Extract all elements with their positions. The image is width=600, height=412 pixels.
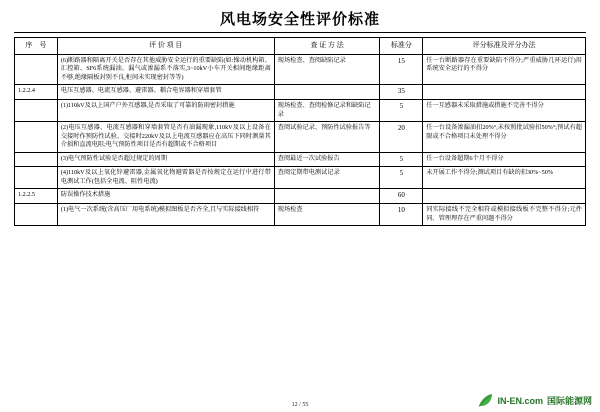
table-row (15, 152, 586, 167)
row-criteria: 未开展工作不得分;测试项目有缺的扣30%~50% (423, 167, 586, 189)
row-score: 20 (380, 122, 423, 153)
page-footer: 12 / 55 (291, 402, 309, 408)
row-no (15, 54, 58, 85)
table-row (15, 122, 586, 153)
column-header-no: 序 号 (15, 38, 58, 55)
watermark-text-en: IN-EN.com (497, 396, 543, 406)
row-item: (2)电压互感器、电流互感器和穿墙套管是否有油漏现象,110kV及以上设备在交接时作预防性试验、交接时220kV及以上电流互感器应在高压下同时测量其介损和直流电阻;电气预防性项目是否有超期或不合格项目 (57, 122, 274, 153)
column-header-method: 查 证 方 法 (274, 38, 380, 55)
table-row (15, 167, 586, 189)
row-no: 1.2.2.5 (15, 189, 58, 204)
row-criteria: 任一台设备超期6个月不得分 (423, 152, 586, 167)
row-score: 35 (380, 85, 423, 100)
row-score: 10 (380, 204, 423, 226)
watermark-text-cn: 国际能源网 (546, 396, 592, 406)
column-header-criteria: 评分标准及评分办法 (423, 38, 586, 55)
row-no (15, 204, 58, 226)
row-score: 5 (380, 167, 423, 189)
page-title: 风电场安全性评价标准 (219, 12, 380, 28)
row-score: 5 (380, 99, 423, 121)
row-item: (6)断路器和隔离开关是否存在其他威胁安全运行的重要缺陷(如:操动机构箱、汇控箱、SF6系统漏油、漏气或渗漏系不落实,3~10kV小车开关相间绝缘距离不够,绝缘隔板封别不良,柜间未实现密封等等) (57, 54, 274, 85)
row-method (274, 189, 380, 204)
row-score: 15 (380, 54, 423, 85)
row-no: 1.2.2.4 (15, 85, 58, 100)
row-no (15, 99, 58, 121)
row-no (15, 167, 58, 189)
row-method: 现场检查、查阅缺陷记录 (274, 54, 380, 85)
row-method: 现场检查、查阅检修记录和缺陷记录 (274, 99, 380, 121)
row-item: 电压互感器、电流互感器、避雷器、耦合电容器和穿墙套管 (57, 85, 274, 100)
row-item: 防误操作技术措施 (57, 189, 274, 204)
row-no (15, 122, 58, 153)
row-score: 60 (380, 189, 423, 204)
row-method: 查阅最近一次试验报告 (274, 152, 380, 167)
table-row (15, 54, 586, 85)
row-item: (4)110kV及以上氧化锌避雷器,金属氧化物避雷器是否按规定在运行中进行带电测试工作(包括全电流、阻性电流) (57, 167, 274, 189)
row-item: (3)电气预防性试验是否超过规定的周期 (57, 152, 274, 167)
row-criteria (423, 189, 586, 204)
table-row (15, 99, 586, 121)
watermark-text (497, 392, 592, 408)
row-score: 5 (380, 152, 423, 167)
row-method (274, 85, 380, 100)
row-item: (1)电气一次系统(含高压厂用电系统)模拟图板是否齐全,且与实际接线相符 (57, 204, 274, 226)
row-method: 现场检查 (274, 204, 380, 226)
row-method: 查阅试验记录、预防性试验报告等 (274, 122, 380, 153)
row-criteria: 任一互感器未采取措施或措施不完善不得分 (423, 99, 586, 121)
column-header-score: 标准分 (380, 38, 423, 55)
row-item: (1)110kV及以上国产户外互感器,是否采取了可靠的防雨密封措施 (57, 99, 274, 121)
row-criteria: 任一台断路器存在重要缺陷不得分;严重威胁几环运行)用系统安全运行的不得分 (423, 54, 586, 85)
table-row (15, 204, 586, 226)
watermark (477, 392, 592, 408)
row-criteria (423, 85, 586, 100)
row-method: 查阅定期带电测试记录 (274, 167, 380, 189)
column-header-item: 评 价 项 目 (57, 38, 274, 55)
leaf-icon (477, 393, 494, 408)
table-row (15, 189, 586, 204)
table-row (15, 85, 586, 100)
row-criteria: 同实际接线不完全相符或模拟接线板不完整不得分;元件同、管理理存在严重问题不得分 (423, 204, 586, 226)
row-no (15, 152, 58, 167)
row-criteria: 任一台设备渗漏油扣20%°,未按照批试验扣50%°;预试有超限或不合格项目未处理不得分 (423, 122, 586, 153)
title-divider (14, 32, 586, 33)
table-header-row (15, 38, 586, 55)
evaluation-table (14, 37, 586, 226)
